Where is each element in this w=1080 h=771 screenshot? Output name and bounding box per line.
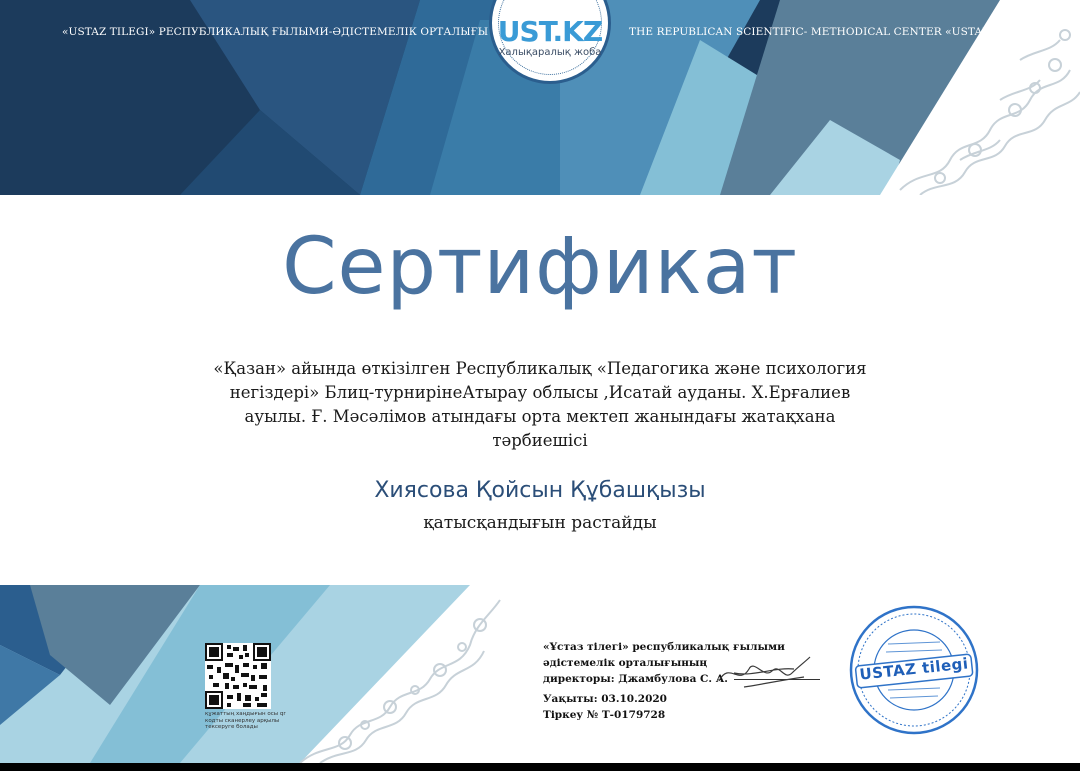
org-line-1: «Ұстаз тілегі» республикалық ғылыми xyxy=(543,641,785,653)
date-label: Уақыты: xyxy=(543,693,598,705)
reg-row xyxy=(543,707,820,723)
director-text: директоры: Джамбулова С. А. xyxy=(543,673,728,685)
logo-title: UST.KZ xyxy=(497,15,603,48)
certificate-title: Сертификат xyxy=(282,222,798,312)
logo-subtitle: Халықаралық жоба xyxy=(498,47,602,58)
qr-caption: құжаттың хаңдығын осы qr кодты сканерлеу арқылы тексеруге болады xyxy=(205,711,286,730)
confirmation-text: қатысқандығын растайды xyxy=(423,513,657,533)
header-org-name-kz: «USTAZ TILEGI» РЕСПУБЛИКАЛЫҚ ҒЫЛЫМИ-ӘДІСТЕМЕЛІК ОРТАЛЫҒЫ xyxy=(62,26,489,38)
reg-label: Тіркеу № xyxy=(543,709,599,721)
handwritten-signature xyxy=(714,651,814,695)
header-org-name-en: THE REPUBLICAN SCIENTIFIC- METHODICAL CENTER «USTAZ TILEGI» xyxy=(629,26,1039,38)
certificate-description: «Қазан» айында өткізілген Республикалық «Педагогика және психология негіздері» Блиц-турнирінеАтырау облысы ,Исатай ауданы. Х.Ерғалиев ауылы. Ғ. Мәсәлімов атындағы орта мектеп жанындағы жатақхана тәрбиешісі xyxy=(213,359,867,450)
seal-center-text: USTAZ tilegi xyxy=(858,654,970,684)
recipient-name: Хиясова Қойсын Құбашқызы xyxy=(374,478,706,503)
reg-value: Т-0179728 xyxy=(601,709,666,721)
date-value: 03.10.2020 xyxy=(601,693,667,705)
org-line-2: әдістемелік орталығының xyxy=(543,657,708,669)
qr-code xyxy=(205,643,271,709)
